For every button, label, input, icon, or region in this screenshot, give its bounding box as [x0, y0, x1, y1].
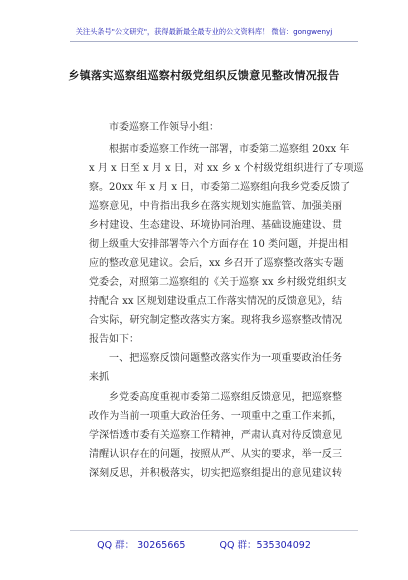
section-heading-line: 来抓	[89, 372, 109, 383]
document-title: 乡镇落实巡察组巡察村级党组织反馈意见整改情况报告	[68, 69, 340, 82]
footer-divider	[70, 530, 358, 531]
paragraph-line: 巡察意见，中肯指出我乡在落实规划实施监管、加强美丽	[89, 201, 342, 212]
salutation-line: 市委巡察工作领导小组：	[109, 122, 219, 133]
paragraph-line: x 月 x 日至 x 月 x 日，对 xx 乡 x 个村级党组织进行了专项巡	[89, 163, 364, 174]
paragraph-line: 合实际，研究制定整改落实方案。现将我乡巡察整改情况	[89, 315, 342, 326]
footer-contact	[0, 537, 408, 551]
footer-qq-group-1: QQ 群： 30265665	[97, 540, 186, 551]
paragraph-line: 清醒认识存在的问题，按照从严、从实的要求，举一反三	[89, 449, 342, 460]
paragraph-line: 改作为当前一项重大政治任务、一项重中之重工作来抓，	[89, 411, 342, 422]
paragraph-line: 深刻反思，并积极落实，切实把巡察组提出的意见建议转	[89, 468, 342, 479]
header-divider	[70, 41, 358, 42]
paragraph-line: 乡党委高度重视市委第二巡察组反馈意见，把巡察整	[109, 392, 342, 403]
paragraph-line: 应的整改意见建议。会后，xx 乡召开了巡察整改落实专题	[89, 258, 344, 269]
paragraph-line: 党委会，对照第二巡察组的《关于巡察 xx 乡村级党组织支	[89, 277, 347, 288]
paragraph-line: 学深悟透市委有关巡察工作精神，严肃认真对待反馈意见	[89, 430, 342, 441]
paragraph-line: 报告如下：	[89, 334, 139, 345]
paragraph-line: 乡村建设、生态建设、环境协同治理、基础设施建设、贯	[89, 220, 342, 231]
paragraph-line: 根据市委巡察工作统一部署，市委第二巡察组 20xx 年	[109, 144, 350, 155]
header-banner: 关注头条号"公文研究"，获得最新最全最专业的公文资料库！ 微信：gongwenyj	[75, 27, 333, 36]
footer-qq-group-2: QQ 群：535304092	[219, 540, 311, 551]
paragraph-line: 持配合 xx 区规划建设重点工作落实情况的反馈意见》，结	[89, 296, 342, 307]
paragraph-line: 察。20xx 年 x 月 x 日，市委第二巡察组向我乡党委反馈了	[89, 182, 351, 193]
section-heading-line: 一、把巡察反馈问题整改落实作为一项重要政治任务	[109, 353, 342, 364]
paragraph-line: 彻上级重大安排部署等六个方面存在 10 类问题，并提出相	[89, 239, 349, 250]
